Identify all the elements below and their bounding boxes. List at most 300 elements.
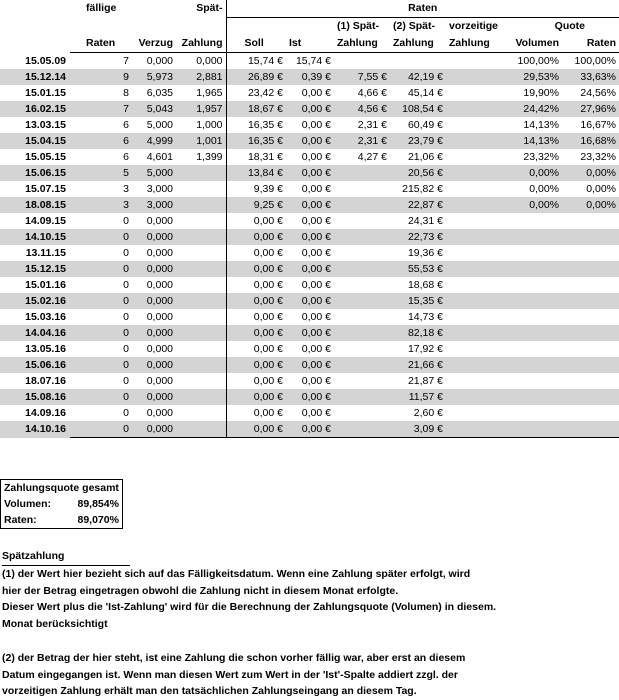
table-row [0, 197, 619, 213]
row-spaet-zahlung [176, 293, 226, 309]
row-faellige-raten: 0 [123, 247, 129, 259]
row-verzug: 0,000 [146, 279, 173, 291]
note-2-line-2: Datum eingegangen ist. Wenn man diesen Wert zum Wert in der 'Ist'-Spalte addiert zzgl. der [2, 668, 458, 681]
table-row [0, 357, 619, 373]
row-verzug: 4,601 [146, 151, 173, 163]
row-ist: 0,00 € [301, 247, 331, 259]
row-spaet-zahlung [176, 213, 226, 229]
row-faellige-raten: 7 [123, 55, 129, 67]
row-quote-raten: 27,96% [562, 101, 619, 117]
row-ist: 0,00 € [301, 151, 331, 163]
row-quote-volumen [504, 293, 562, 309]
row-ist: 0,00 € [286, 357, 334, 373]
row-spaet1: 2,31 € [357, 119, 387, 131]
row-soll: 9,39 € [226, 181, 286, 197]
row-vorzeitige [446, 261, 504, 277]
row-soll: 0,00 € [226, 325, 286, 341]
row-spaet2: 45,14 € [407, 87, 443, 99]
row-quote-volumen: 0,00% [504, 197, 562, 213]
row-quote-raten [562, 261, 619, 277]
row-soll: 0,00 € [226, 389, 286, 405]
row-faellige-raten: 0 [123, 343, 129, 355]
row-date: 14.04.16 [0, 325, 70, 341]
row-spaet2: 17,92 € [407, 343, 443, 355]
row-spaet1 [334, 405, 390, 421]
row-date: 13.03.15 [25, 119, 66, 131]
row-quote-volumen [504, 325, 562, 341]
header-spaet-zahlung: Zahlung [176, 35, 226, 53]
row-date: 15.06.16 [0, 357, 70, 373]
row-spaet-zahlung [176, 197, 226, 213]
row-ist: 0,00 € [286, 101, 334, 117]
row-soll: 9,25 € [226, 197, 286, 213]
row-spaet2: 20,56 € [390, 165, 446, 181]
row-ist: 0,00 € [286, 133, 334, 149]
row-quote-raten: 0,00% [586, 183, 616, 195]
row-date: 14.10.15 [0, 229, 70, 245]
row-faellige-raten: 5 [70, 165, 132, 181]
row-quote-volumen: 14,13% [523, 119, 559, 131]
row-spaet1 [334, 357, 390, 373]
row-spaet2: 22,73 € [390, 229, 446, 245]
row-vorzeitige [446, 149, 504, 165]
header-quote-group: Quote [554, 20, 585, 32]
row-spaet-zahlung: 1,399 [196, 151, 223, 163]
quote-title-row [1, 480, 123, 497]
row-quote-volumen [504, 277, 562, 293]
header-verzug: Verzug [132, 35, 176, 53]
row-quote-volumen [504, 245, 562, 261]
row-soll: 0,00 € [226, 421, 286, 438]
row-spaet1 [334, 165, 390, 181]
row-date: 15.08.16 [0, 389, 70, 405]
row-spaet-zahlung: 2,881 [176, 69, 226, 85]
notes-title: Spätzahlung [2, 548, 130, 566]
row-verzug: 0,000 [132, 389, 176, 405]
note-2-line-3: vorzeitigen Zahlung erhält man den tatsächlichen Zahlungseingang an diesem Tag. [2, 685, 417, 698]
row-spaet-zahlung [176, 421, 226, 438]
row-date: 15.01.15 [25, 87, 66, 99]
row-spaet2: 18,68 € [407, 279, 443, 291]
row-ist: 0,00 € [301, 87, 331, 99]
row-spaet1 [334, 181, 390, 197]
row-vorzeitige [446, 229, 504, 245]
row-spaet2: 215,82 € [402, 183, 443, 195]
row-ist: 0,00 € [301, 375, 331, 387]
row-vorzeitige [446, 165, 504, 181]
row-spaet2: 3,09 € [390, 421, 446, 438]
row-spaet-zahlung: 0,000 [196, 55, 223, 67]
row-spaet-zahlung [176, 389, 226, 405]
row-verzug: 5,000 [132, 165, 176, 181]
row-soll: 0,00 € [226, 341, 286, 357]
row-quote-volumen [504, 229, 562, 245]
row-spaet2: 82,18 € [390, 325, 446, 341]
row-spaet2: 55,53 € [390, 261, 446, 277]
row-spaet1 [334, 389, 390, 405]
header-vorzeitige: vorzeitige [449, 20, 499, 32]
header-raten-group: Raten [226, 0, 619, 18]
row-verzug: 0,000 [146, 375, 173, 387]
row-faellige-raten: 6 [123, 119, 129, 131]
row-vorzeitige [446, 325, 504, 341]
row-verzug: 0,000 [132, 229, 176, 245]
row-spaet-zahlung [176, 309, 226, 325]
row-date: 15.01.16 [25, 279, 66, 291]
row-spaet2: 14,73 € [407, 311, 443, 323]
table-row [0, 373, 619, 389]
row-spaet2: 15,35 € [390, 293, 446, 309]
row-date: 15.12.15 [0, 261, 70, 277]
row-vorzeitige [446, 277, 504, 293]
row-vorzeitige [446, 69, 504, 85]
row-soll: 0,00 € [226, 357, 286, 373]
note-1-line-3: Dieser Wert plus die 'Ist-Zahlung' wird für die Berechnung der Zahlungsquote (Volumen) in diesem. [2, 601, 497, 614]
row-verzug: 0,000 [146, 311, 173, 323]
row-spaet1: 4,27 € [357, 151, 387, 163]
quote-raten-row [1, 512, 123, 529]
row-date: 15.02.16 [0, 293, 70, 309]
table-row [0, 421, 619, 438]
row-faellige-raten: 0 [70, 389, 132, 405]
row-ist: 0,00 € [286, 261, 334, 277]
row-quote-raten [562, 229, 619, 245]
row-vorzeitige [446, 117, 504, 133]
row-spaet-zahlung: 1,000 [196, 119, 223, 131]
row-spaet1: 2,31 € [334, 133, 390, 149]
row-faellige-raten: 0 [70, 293, 132, 309]
row-date: 15.03.16 [25, 311, 66, 323]
row-faellige-raten: 0 [123, 375, 129, 387]
row-spaet-zahlung: 1,001 [176, 133, 226, 149]
row-soll: 0,00 € [226, 245, 286, 261]
row-vorzeitige [446, 213, 504, 229]
row-date: 15.06.15 [0, 165, 70, 181]
row-faellige-raten: 6 [70, 133, 132, 149]
row-spaet-zahlung [176, 229, 226, 245]
row-faellige-raten: 0 [123, 311, 129, 323]
row-date: 15.12.14 [0, 69, 70, 85]
table-row [0, 213, 619, 229]
row-soll: 23,42 € [226, 85, 286, 101]
row-soll: 0,00 € [226, 309, 286, 325]
row-faellige-raten: 8 [123, 87, 129, 99]
row-vorzeitige [446, 53, 504, 70]
note-2-line-1: (2) der Betrag der hier steht, ist eine Zahlung die schon vorher fällig war, aber erst an diesem [2, 651, 466, 664]
row-spaet-zahlung [176, 261, 226, 277]
row-date: 15.05.15 [25, 151, 66, 163]
row-faellige-raten: 6 [123, 151, 129, 163]
row-ist: 0,00 € [301, 343, 331, 355]
note-1-line-4: Monat berücksichtigt [2, 618, 108, 631]
row-spaet2: 42,19 € [390, 69, 446, 85]
quote-volumen-label: Volumen: [4, 498, 52, 510]
row-quote-volumen: 23,32% [523, 151, 559, 163]
table-row [0, 229, 619, 245]
row-quote-volumen [504, 341, 562, 357]
header-spaet1: (1) Spät- [337, 20, 379, 32]
row-ist: 0,00 € [286, 293, 334, 309]
row-faellige-raten: 3 [123, 183, 129, 195]
row-soll: 0,00 € [226, 277, 286, 293]
table-row [0, 405, 619, 421]
row-spaet1 [334, 309, 390, 325]
row-quote-raten [562, 293, 619, 309]
row-date: 18.08.15 [0, 197, 70, 213]
row-ist: 0,00 € [301, 183, 331, 195]
row-spaet1 [334, 197, 390, 213]
row-ist: 0,00 € [286, 421, 334, 438]
row-quote-raten [562, 405, 619, 421]
row-verzug: 0,000 [132, 261, 176, 277]
header-vorzeitige-zahlung: Zahlung [446, 35, 504, 53]
row-verzug: 0,000 [132, 421, 176, 438]
row-quote-volumen: 29,53% [504, 69, 562, 85]
row-ist: 0,00 € [286, 229, 334, 245]
row-quote-raten: 0,00% [562, 165, 619, 181]
row-verzug: 0,000 [146, 343, 173, 355]
row-quote-volumen [504, 213, 562, 229]
table-row [0, 85, 619, 101]
row-spaet-zahlung [176, 357, 226, 373]
row-vorzeitige [446, 197, 504, 213]
row-quote-volumen [504, 357, 562, 373]
row-spaet1 [334, 325, 390, 341]
row-spaet2: 21,06 € [407, 151, 443, 163]
header-soll: Soll [226, 35, 286, 53]
row-spaet1 [334, 261, 390, 277]
row-date: 13.05.16 [25, 343, 66, 355]
row-ist: 0,00 € [286, 389, 334, 405]
header-spaet1-zahlung: Zahlung [334, 35, 390, 53]
quote-summary-box [0, 479, 123, 529]
row-verzug: 0,000 [146, 407, 173, 419]
row-quote-volumen: 0,00% [529, 183, 559, 195]
row-quote-volumen: 24,42% [504, 101, 562, 117]
row-verzug: 0,000 [132, 293, 176, 309]
header-faellige: fällige [86, 2, 117, 15]
table-row [0, 133, 619, 149]
row-spaet1 [334, 277, 390, 293]
row-date: 15.05.09 [25, 54, 66, 67]
row-faellige-raten: 0 [70, 325, 132, 341]
row-quote-raten: 24,56% [580, 87, 616, 99]
table-row [0, 309, 619, 325]
row-soll: 16,35 € [226, 117, 286, 133]
row-soll: 0,00 € [226, 213, 286, 229]
row-quote-volumen: 0,00% [504, 165, 562, 181]
row-date: 14.10.16 [0, 421, 70, 438]
row-spaet1 [334, 53, 390, 70]
row-faellige-raten: 0 [70, 357, 132, 373]
row-quote-raten: 23,32% [580, 151, 616, 163]
row-spaet-zahlung [176, 373, 226, 389]
row-soll: 0,00 € [226, 261, 286, 277]
row-soll: 26,89 € [226, 69, 286, 85]
row-quote-volumen: 100,00% [517, 55, 559, 67]
row-vorzeitige [446, 421, 504, 438]
row-spaet-zahlung [176, 325, 226, 341]
row-verzug: 4,999 [132, 133, 176, 149]
row-spaet2: 108,54 € [390, 101, 446, 117]
row-soll: 0,00 € [226, 293, 286, 309]
row-quote-volumen [504, 373, 562, 389]
header-row-3 [0, 35, 619, 53]
table-row [0, 149, 619, 165]
row-quote-raten [562, 421, 619, 438]
row-quote-raten: 16,68% [562, 133, 619, 149]
row-spaet1 [334, 213, 390, 229]
row-spaet2: 22,87 € [390, 197, 446, 213]
row-verzug: 0,000 [146, 55, 173, 67]
row-quote-volumen [504, 309, 562, 325]
row-quote-raten [562, 325, 619, 341]
row-verzug: 0,000 [132, 325, 176, 341]
row-soll: 15,74 € [226, 53, 286, 70]
table-row [0, 181, 619, 197]
row-ist: 0,00 € [301, 279, 331, 291]
header-row-2 [0, 18, 619, 36]
row-ist: 0,00 € [301, 119, 331, 131]
row-faellige-raten: 0 [123, 279, 129, 291]
row-spaet2: 21,66 € [390, 357, 446, 373]
row-soll: 0,00 € [226, 229, 286, 245]
row-soll: 18,31 € [226, 149, 286, 165]
row-verzug: 0,000 [146, 215, 173, 227]
row-spaet1 [334, 421, 390, 438]
row-ist: 0,00 € [286, 325, 334, 341]
row-vorzeitige [446, 405, 504, 421]
row-soll: 18,67 € [226, 101, 286, 117]
note-1-line-1: (1) der Wert hier bezieht sich auf das Fälligkeitsdatum. Wenn eine Zahlung später erfolgt, wird [2, 567, 471, 580]
table-row [0, 341, 619, 357]
table-row [0, 389, 619, 405]
row-quote-raten: 100,00% [574, 55, 616, 67]
table-row [0, 165, 619, 181]
row-date: 16.02.15 [0, 101, 70, 117]
row-quote-volumen [504, 389, 562, 405]
row-soll: 16,35 € [226, 133, 286, 149]
row-quote-volumen: 19,90% [523, 87, 559, 99]
row-verzug: 5,000 [146, 119, 173, 131]
row-spaet2: 60,49 € [407, 119, 443, 131]
row-spaet-zahlung: 1,965 [196, 87, 223, 99]
row-faellige-raten: 0 [123, 215, 129, 227]
row-date: 14.09.15 [25, 215, 66, 227]
row-spaet2: 21,87 € [407, 375, 443, 387]
row-spaet-zahlung [176, 165, 226, 181]
quote-raten-label: Raten: [4, 514, 37, 526]
row-faellige-raten: 0 [70, 261, 132, 277]
row-spaet1 [334, 373, 390, 389]
row-verzug: 3,000 [146, 183, 173, 195]
row-spaet1 [334, 341, 390, 357]
row-verzug: 3,000 [132, 197, 176, 213]
row-spaet-zahlung [176, 277, 226, 293]
row-quote-raten [562, 277, 619, 293]
row-vorzeitige [446, 181, 504, 197]
row-soll: 0,00 € [226, 373, 286, 389]
table-row [0, 293, 619, 309]
row-faellige-raten: 0 [70, 421, 132, 438]
row-verzug: 0,000 [146, 247, 173, 259]
row-faellige-raten: 0 [70, 229, 132, 245]
row-quote-volumen: 14,13% [504, 133, 562, 149]
row-vorzeitige [446, 341, 504, 357]
table-row [0, 117, 619, 133]
row-spaet2: 11,57 € [390, 389, 446, 405]
table-row [0, 101, 619, 117]
row-spaet1: 4,56 € [334, 101, 390, 117]
header-spaet: Spät- [196, 2, 223, 15]
row-verzug: 5,973 [132, 69, 176, 85]
row-date: 13.11.15 [25, 247, 66, 259]
row-spaet2: 2,60 € [413, 407, 443, 419]
note-1-line-2: hier der Betrag eingetragen obwohl die Zahlung nicht in diesem Monat erfolgte. [2, 584, 399, 597]
row-faellige-raten: 9 [70, 69, 132, 85]
row-spaet2: 24,31 € [407, 215, 443, 227]
row-quote-raten [562, 373, 619, 389]
row-quote-volumen [504, 421, 562, 438]
notes-section [2, 548, 612, 700]
header-raten: Raten [562, 35, 619, 53]
row-date: 18.07.16 [25, 375, 66, 387]
row-quote-raten: 16,67% [580, 119, 616, 131]
header-row-1 [0, 0, 619, 18]
row-faellige-raten: 3 [70, 197, 132, 213]
row-quote-raten: 33,63% [562, 69, 619, 85]
row-quote-raten [562, 341, 619, 357]
header-ist: Ist [286, 35, 334, 53]
row-vorzeitige [446, 389, 504, 405]
row-soll: 13,84 € [226, 165, 286, 181]
row-spaet-zahlung [176, 181, 226, 197]
row-vorzeitige [446, 357, 504, 373]
row-quote-raten [562, 389, 619, 405]
row-date: 14.09.16 [25, 407, 66, 419]
row-faellige-raten: 7 [70, 101, 132, 117]
table-row [0, 277, 619, 293]
header-faellige-raten: Raten [70, 35, 132, 53]
row-spaet1 [334, 229, 390, 245]
quote-raten-value: 89,070% [77, 514, 119, 526]
row-vorzeitige [446, 309, 504, 325]
row-date: 15.04.15 [0, 133, 70, 149]
row-vorzeitige [446, 133, 504, 149]
header-spaet2-zahlung: Zahlung [390, 35, 446, 53]
row-quote-volumen [504, 261, 562, 277]
row-spaet2 [390, 53, 446, 70]
row-date: 15.07.15 [25, 183, 66, 195]
row-vorzeitige [446, 85, 504, 101]
row-verzug: 6,035 [146, 87, 173, 99]
row-spaet1: 4,66 € [357, 87, 387, 99]
row-quote-volumen [504, 405, 562, 421]
row-ist: 0,39 € [286, 69, 334, 85]
quote-volumen-row [1, 496, 123, 512]
table-row [0, 261, 619, 277]
row-spaet-zahlung [176, 341, 226, 357]
row-quote-raten [562, 357, 619, 373]
table-row [0, 245, 619, 261]
row-vorzeitige [446, 245, 504, 261]
row-spaet-zahlung [176, 405, 226, 421]
table-row [0, 53, 619, 70]
row-verzug: 5,043 [132, 101, 176, 117]
row-vorzeitige [446, 101, 504, 117]
row-soll: 0,00 € [226, 405, 286, 421]
row-spaet-zahlung [176, 245, 226, 261]
